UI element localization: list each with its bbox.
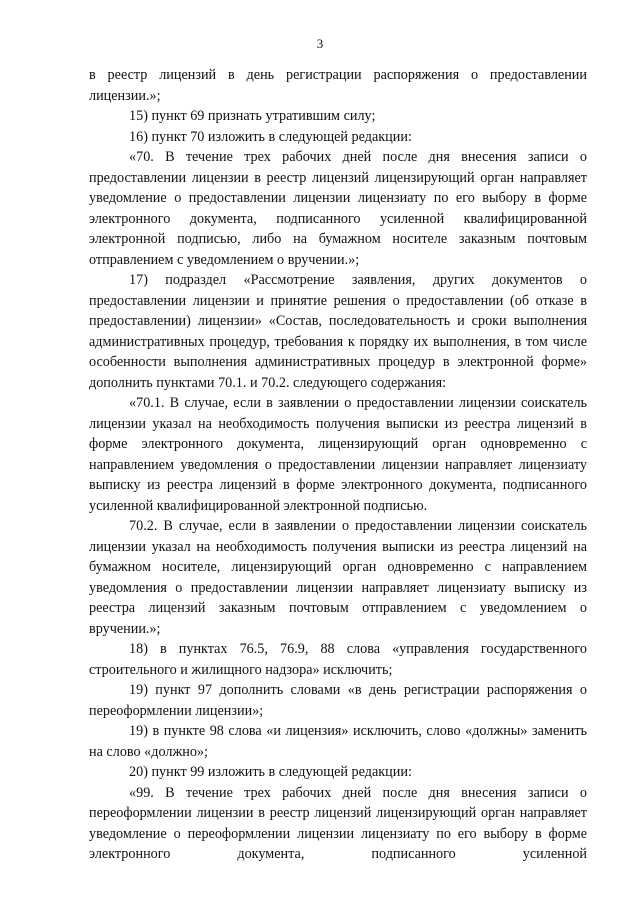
paragraph: 19) пункт 97 дополнить словами «в день регистрации распоряжения о переоформлении лицензии»;: [89, 682, 587, 719]
paragraph: 70.2. В случае, если в заявлении о предоставлении лицензии соискатель лицензии указал на необходимость получения выписки из реестра лицензий на бумажном носителе, лицензирующий орган одновременно с направлением уведомления о предоставлении лицензии направляет лицензиату выписку из реестра лицензий заказным почтовым отправлением с уведомлением о вручении.»;: [89, 518, 587, 637]
paragraph: 18) в пунктах 76.5, 76.9, 88 слова «управления государственного строительного и жилищного надзора» исключить;: [89, 641, 587, 678]
page-number: 3: [316, 36, 324, 51]
paragraph: «70.1. В случае, если в заявлении о предоставлении лицензии соискатель лицензии указал на необходимость получения выписки из реестра лицензий в форме электронного документа, лицензирующий орган одновременно с направлением уведомления о предоставлении лицензии направляет лицензиату выписку из реестра лицензий в форме электронного документа, подписанного усиленной квалифицированной электронной подписью.: [89, 395, 587, 514]
paragraph: 20) пункт 99 изложить в следующей редакции:: [129, 764, 412, 780]
paragraph: 16) пункт 70 изложить в следующей редакции:: [129, 128, 412, 145]
paragraph: 17) подраздел «Рассмотрение заявления, других документов о предоставлении лицензии и принятие решения о предоставлении (об отказе в предоставлении) лицензии» «Состав, последовательность и сроки выполнения административных процедур, требования к порядку их выполнения, в том числе особенности выполнения административных процедур в электронной форме» дополнить пунктами 70.1. и 70.2. следующего содержания:: [89, 272, 587, 391]
paragraph: «99. В течение трех рабочих дней после дня внесения записи о переоформлении лицензии в реестр лицензий лицензирующий орган направляет уведомление о переоформлении лицензии лицензиату по его выбору в форме электронного документа, подписанного усиленной: [89, 784, 587, 862]
paragraph: «70. В течение трех рабочих дней после дня внесения записи о предоставлении лицензии в реестр лицензий лицензирующий орган направляет уведомление о предоставлении лицензии лицензиату по его выбору в форме электронного документа, подписанного усиленной квалифицированной электронной подписью, либо на бумажном носителе заказным почтовым отправлением с уведомлением о вручении.»;: [89, 149, 587, 268]
paragraph: в реестр лицензий в день регистрации распоряжения о предоставлении лицензии.»;: [89, 67, 587, 104]
paragraph: 15) пункт 69 признать утратившим силу;: [129, 108, 376, 124]
paragraph: 19) в пункте 98 слова «и лицензия» исключить, слово «должны» заменить на слово «должно»;: [89, 723, 587, 760]
document-body: [89, 65, 587, 865]
